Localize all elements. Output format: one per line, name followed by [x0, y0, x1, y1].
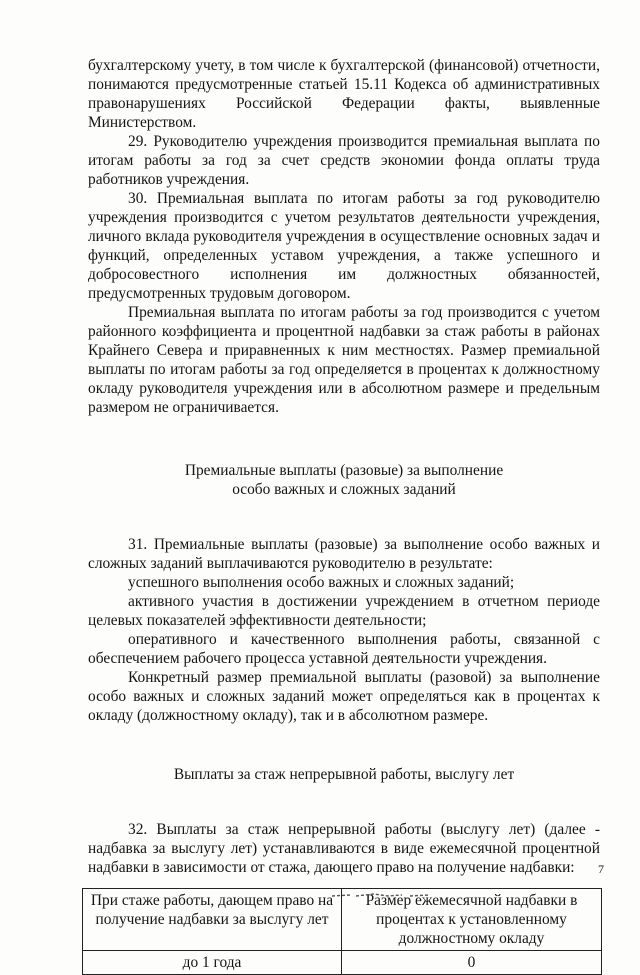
paragraph-continuation: бухгалтерскому учету, в том числе к бухгалтерской (финансовой) отчетности, понимаются предусмотренные статьей 15.11 Кодекса об административных правонарушениях Российской Федерации факты, выявленные Министерством.	[88, 57, 600, 131]
seniority-bonus-table	[82, 888, 602, 975]
paragraph-31-amount: Конкретный размер премиальной выплаты (разовой) за выполнение особо важных и сложных заданий может определяться как в процентах к окладу (должностному окладу), так и в абсолютном размере.	[88, 669, 600, 724]
paragraph-30: 30. Премиальная выплата по итогам работы за год руководителю учреждения производится с учетом результатов деятельности учреждения, личного вклада руководителя учреждения в осуществление основных задач и функций, определенных уставом учреждения, а также успешного и добросовестного исполнения им должностных обязанностей, предусмотренных трудовым договором.	[88, 190, 600, 302]
paragraph-31: 31. Премиальные выплаты (разовые) за выполнение особо важных и сложных заданий выплачиваются руководителю в результате:	[88, 536, 600, 572]
section-heading-seniority: Выплаты за стаж непрерывной работы, выслугу лет	[173, 766, 515, 783]
paragraph-29: 29. Руководителю учреждения производится премиальная выплата по итогам работы за год за счет средств экономии фонда оплаты труда работников учреждения.	[88, 133, 600, 188]
table-header-bonus-percent: Размер ежемесячной надбавки в процентах к установленному должностному окладу	[342, 889, 602, 951]
paragraph-32: 32. Выплаты за стаж непрерывной работы (выслугу лет) (далее - надбавка за выслугу лет) устанавливаются в виде ежемесячной процентной надбавки в зависимости от стажа, дающего право на получение надбавки:	[88, 821, 600, 876]
table-row	[83, 951, 602, 975]
section-heading-line-1: Премиальные выплаты (разовые) за выполнение	[184, 462, 504, 479]
list-item-active-participation: активного участия в достижении учреждением в отчетном периоде целевых показателей эффективности деятельности;	[88, 593, 600, 629]
table-cell-percent: 0	[342, 951, 602, 975]
page-number: 7	[598, 862, 604, 876]
list-item-prompt-work: оперативного и качественного выполнения работы, связанной с обеспечением рабочего процесса уставной деятельности учреждения.	[88, 631, 600, 667]
section-heading-line-2: особо важных и сложных заданий	[232, 481, 456, 498]
paragraph-30-bonus-calculation: Премиальная выплата по итогам работы за год производится с учетом районного коэффициента и процентной надбавки за стаж работы в районах Крайнего Севера и приравненных к ним местностях. Размер премиальной выплаты по итогам работы за год определяется в процентах к должностному окладу руководителя учреждения или в абсолютном размере и предельным размером не ограничивается.	[88, 304, 600, 416]
document-page	[88, 56, 600, 975]
list-item-successful-tasks: успешного выполнения особо важных и сложных заданий;	[128, 574, 515, 591]
table-cell-period: до 1 года	[83, 951, 342, 975]
section-heading-one-time-bonuses	[88, 461, 600, 499]
table-header-seniority: При стаже работы, дающем право на получение надбавки за выслугу лет	[83, 889, 342, 951]
scan-stamp-mark	[330, 892, 440, 898]
